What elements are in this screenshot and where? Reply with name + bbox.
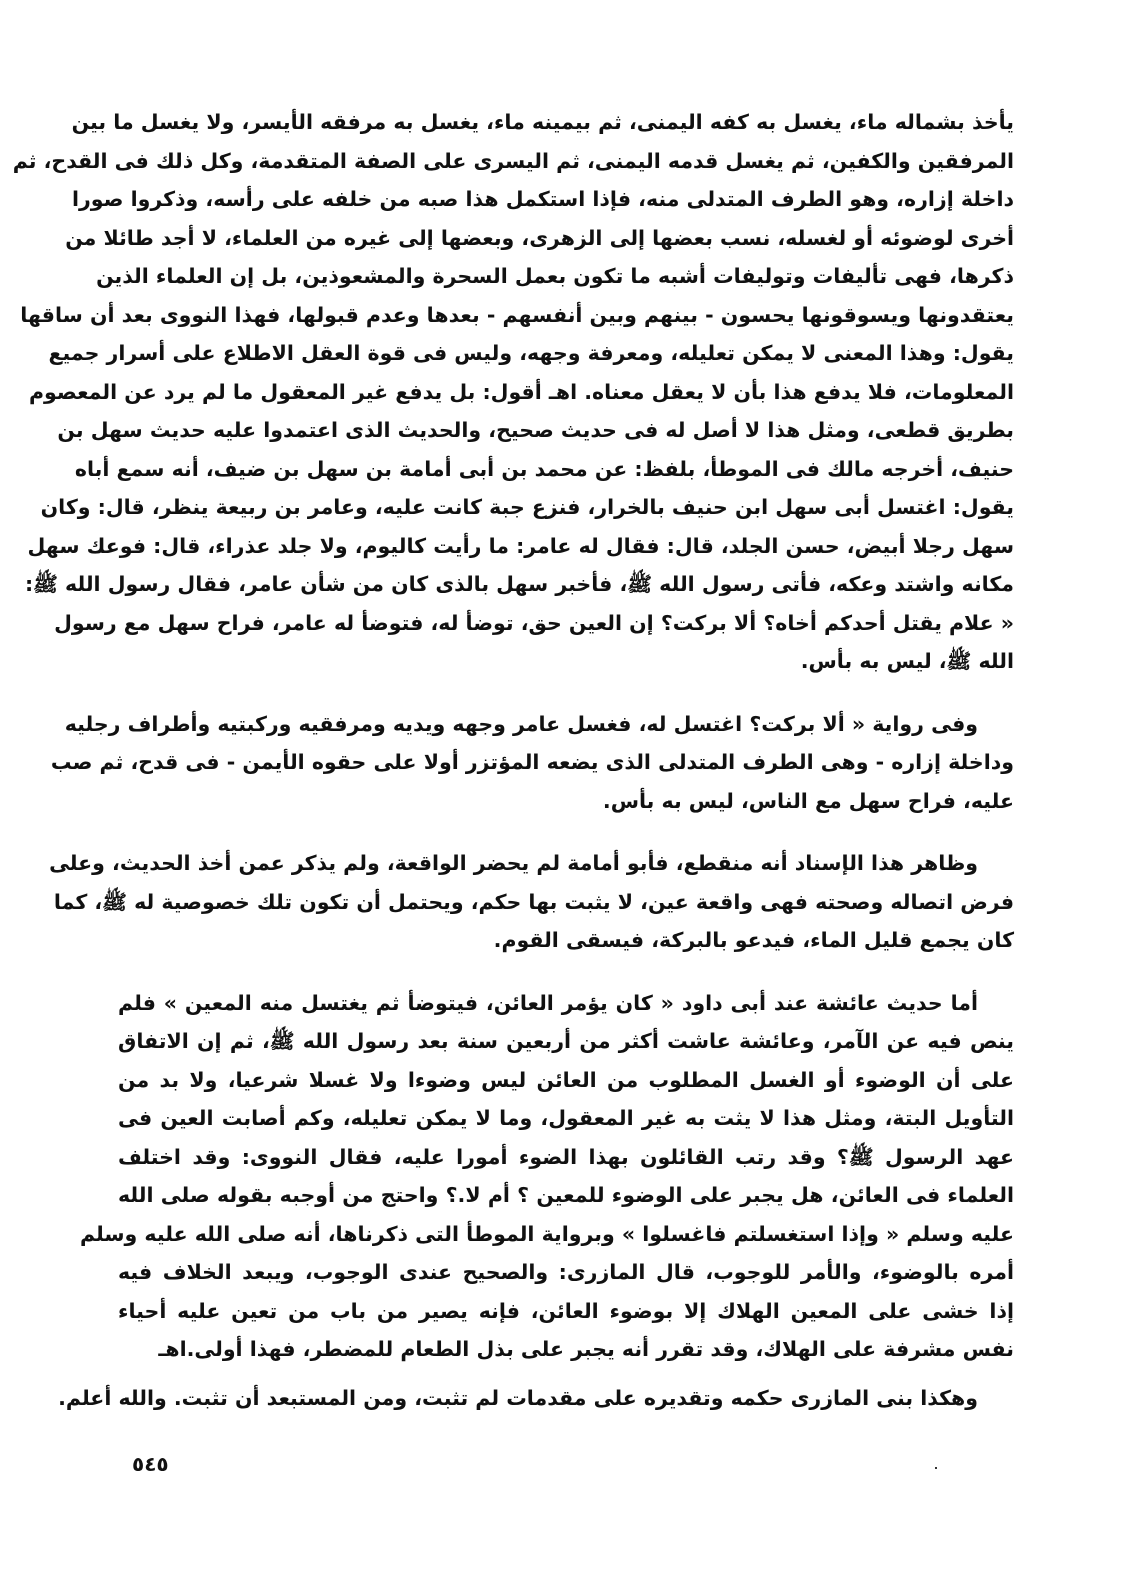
text-line: فرض اتصاله وصحته فهى واقعة عين، لا يثبت بها حكم، ويحتمل أن تكون تلك خصوصية له ﷺ، كما (53, 889, 1014, 914)
text-line: ذكرها، فهى تأليفات وتوليفات أشبه ما تكون بعمل السحرة والمشعوذين، بل إن العلماء الذين (96, 264, 1014, 288)
text-line: الله ﷺ، ليس به بأس. (800, 649, 1014, 673)
text-line: مكانه واشتد وعكه، فأتى رسول الله ﷺ، فأخبر سهل بالذى كان من شأن عامر، فقال رسول الله ﷺ: (24, 572, 1014, 596)
text-line: العلماء فى العائن، هل يجبر على الوضوء للمعين ؟ أم لا.؟ واحتج من أوجبه بقوله صلى الله (118, 1183, 1014, 1207)
text-line: كان يجمع قليل الماء، فيدعو بالبركة، فيسقى القوم. (493, 928, 1014, 952)
paragraph-spacer (118, 820, 1014, 844)
text-line: عليه وسلم « وإذا استغسلتم فاغسلوا » وبرواية الموطأ التى ذكرناها، أنه صلى الله عليه وسلم (79, 1221, 1014, 1246)
text-line: يقول: وهذا المعنى لا يمكن تعليله، ومعرفة وجهه، وليس فى قوة العقل الاطلاع على أسرار جميع (48, 341, 1014, 365)
text-line: وهكذا بنى المازرى حكمه وتقديره على مقدمات لم تثبت، ومن المستبعد أن تثبت. والله أعلم. (58, 1385, 978, 1410)
text-line: يقول: اغتسل أبى سهل ابن حنيف بالخرار، فنزع جبة كانت عليه، وعامر بن ربيعة ينظر، قال: وكان (40, 495, 1014, 519)
paragraph-spacer (118, 1369, 1014, 1379)
text-line: المرفقين والكفين، ثم يغسل قدمه اليمنى، ثم اليسرى على الصفة المتقدمة، وكل ذلك فى القدح، ثم (12, 148, 1014, 173)
paragraph-3 (49, 844, 1014, 960)
paragraph-1 (12, 103, 1014, 681)
text-line: أما حديث عائشة عند أبى داود « كان يؤمر العائن، فيتوضأ ثم يغتسل منه المعين » فلم (118, 990, 978, 1015)
text-line: نفس مشرفة على الهلاك، وقد تقرر أنه يجبر على بذل الطعام للمضطر، فهذا أولى.اهـ (158, 1337, 1014, 1361)
scan-artifact (935, 1467, 937, 1469)
text-line: وفى رواية « ألا بركت؟ اغتسل له، فغسل عامر وجهه ويديه ومرفقيه وركبتيه وأطراف رجليه (64, 711, 978, 736)
text-line: وداخلة إزاره - وهى الطرف المتدلى الذى يضعه المؤتزر أولا على حقوه الأيمن - فى قدح، ثم صب (50, 750, 1014, 774)
paragraph-spacer (118, 960, 1014, 984)
text-line: سهل رجلا أبيض، حسن الجلد، قال: فقال له عامر: ما رأيت كاليوم، ولا جلد عذراء، قال: فوعك سهل (27, 533, 1014, 558)
closing-paragraph (58, 1379, 1014, 1418)
text-line: أخرى لوضوئه أو لغسله، نسب بعضها إلى الزهرى، وبعضها إلى غيره من العلماء، لا أجد طائلا من (65, 225, 1014, 250)
paragraph-2 (50, 705, 1014, 821)
paragraph-4 (79, 984, 1014, 1369)
text-line: يأخذ بشماله ماء، يغسل به كفه اليمنى، ثم بيمينه ماء، يغسل به مرفقه الأيسر، ولا يغسل ما بين (71, 110, 1014, 134)
paragraph-spacer (118, 681, 1014, 705)
text-line: وظاهر هذا الإسناد أنه منقطع، فأبو أمامة لم يحضر الواقعة، ولم يذكر عمن أخذ الحديث، وعلى (49, 851, 978, 875)
text-line: المعلومات، فلا يدفع هذا بأن لا يعقل معناه. اهـ أقول: بل يدفع غير المعقول ما لم يرد عن المعصوم (29, 379, 1014, 404)
text-line: يعتقدونها ويسوقونها يحسون - بينهم وبين أنفسهم - بعدها وعدم قبولها، فهذا النووى بعد أن ساقها (20, 302, 1014, 327)
text-line: داخلة إزاره، وهو الطرف المتدلى منه، فإذا استكمل هذا صبه من خلفه على رأسه، وذكروا صورا (71, 187, 1014, 211)
text-line: على أن الوضوء أو الغسل المطلوب من العائن ليس وضوءا ولا غسلا شرعيا، ولا بد من (118, 1067, 1014, 1092)
text-line: إذا خشى على المعين الهلاك إلا بوضوء العائن، فإنه يصير من باب من تعين عليه أحياء (118, 1298, 1014, 1323)
text-line: عهد الرسول ﷺ؟ وقد رتب القائلون بهذا الضوء أمورا عليه، فقال النووى: وقد اختلف (118, 1144, 1014, 1169)
text-line: التأويل البتة، ومثل هذا لا يثت به غير المعقول، وما لا يمكن تعليله، وكم أصابت العين فى (118, 1106, 1014, 1130)
page-number: ٥٤٥ (132, 1452, 169, 1476)
text-line: « علام يقتل أحدكم أخاه؟ ألا بركت؟ إن العين حق، توضأ له، فتوضأ له عامر، فراح سهل مع رسول (54, 610, 1014, 635)
document-page (12, 103, 1014, 1417)
text-line: بطريق قطعى، ومثل هذا لا أصل له فى حديث صحيح، والحديث الذى اعتمدوا عليه حديث سهل بن (57, 418, 1014, 442)
text-line: عليه، فراح سهل مع الناس، ليس به بأس. (602, 788, 1014, 813)
text-line: ينص فيه عن الآمر، وعائشة عاشت أكثر من أربعين سنة بعد رسول الله ﷺ، ثم إن الاتفاق (118, 1029, 1014, 1053)
text-line: حنيف، أخرجه مالك فى الموطأ، بلفظ: عن محمد بن أبى أمامة بن سهل بن ضيف، أنه سمع أباه (74, 456, 1014, 481)
text-line: أمره بالوضوء، والأمر للوجوب، قال المازرى: والصحيح عندى الوجوب، ويبعد الخلاف فيه (118, 1260, 1014, 1284)
